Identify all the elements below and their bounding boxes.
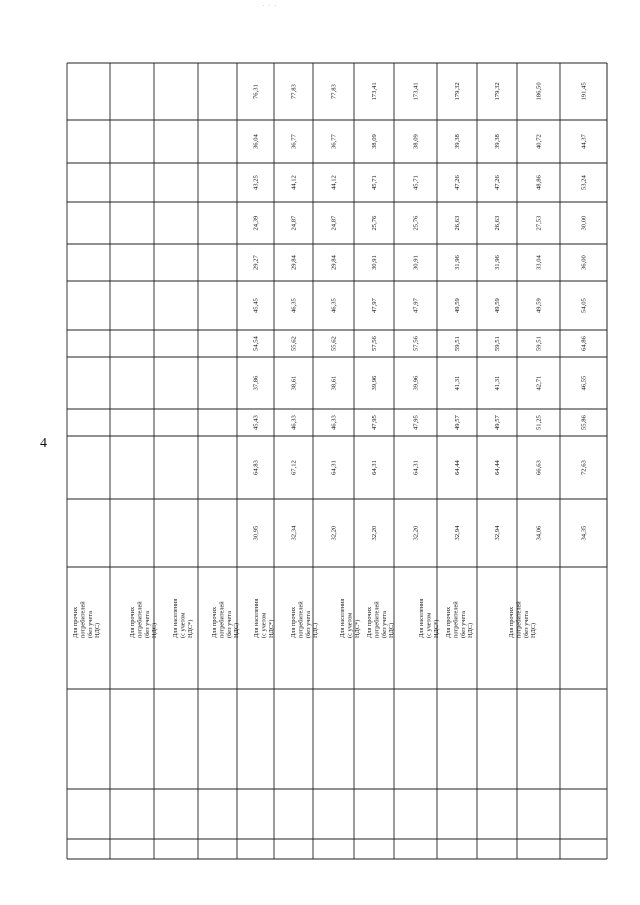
tariff-value: 38,09 bbox=[371, 134, 378, 149]
scan-marks: · · · bbox=[262, 2, 278, 10]
tariff-value: 46,35 bbox=[290, 298, 298, 313]
tariff-value: 42,71 bbox=[535, 375, 543, 391]
tariff-value: 32,34 bbox=[290, 525, 298, 541]
tariff-value: 30,91 bbox=[371, 255, 378, 270]
tariff-value: 45,71 bbox=[371, 175, 378, 190]
tariff-value: 45,43 bbox=[252, 415, 260, 430]
tariff-value: 37,86 bbox=[252, 375, 260, 391]
tariff-value: 64,44 bbox=[454, 460, 461, 475]
tariff-value: 54,05 bbox=[580, 298, 588, 313]
tariff-value: 31,96 bbox=[454, 255, 461, 270]
tariff-value: 38,09 bbox=[412, 134, 420, 149]
tariff-value: 32,20 bbox=[371, 525, 378, 541]
tariff-value: 77,83 bbox=[290, 84, 298, 99]
tariff-value: 49,59 bbox=[454, 298, 461, 313]
tariff-value: 29,84 bbox=[290, 255, 298, 270]
tariff-value: 49,59 bbox=[494, 298, 501, 313]
tariff-value: 76,31 bbox=[252, 84, 260, 99]
tariff-value: 64,83 bbox=[252, 460, 260, 475]
tariff-table-grid bbox=[67, 63, 607, 859]
tariff-value: 47,95 bbox=[412, 415, 420, 430]
tariff-table bbox=[67, 63, 607, 859]
tariff-value: 34,35 bbox=[580, 525, 588, 541]
tariff-value: 29,84 bbox=[330, 255, 338, 270]
consumer-category: Для прочихпотребителей(без учетаНДС) bbox=[445, 601, 475, 638]
tariff-value: 191,45 bbox=[580, 82, 588, 101]
consumer-category: Для населения(с учетомНДС*) bbox=[339, 598, 361, 638]
tariff-value: 24,87 bbox=[290, 215, 298, 231]
tariff-value: 33,04 bbox=[535, 255, 543, 270]
tariff-value: 38,61 bbox=[330, 375, 338, 391]
tariff-value: 179,32 bbox=[494, 82, 501, 101]
tariff-value: 47,97 bbox=[371, 298, 378, 313]
tariff-value: 64,31 bbox=[412, 460, 420, 475]
tariff-value: 36,77 bbox=[330, 134, 338, 149]
tariff-value: 46,33 bbox=[330, 415, 338, 430]
tariff-value: 49,57 bbox=[494, 415, 501, 430]
tariff-value: 77,83 bbox=[330, 84, 338, 99]
tariff-value: 173,41 bbox=[371, 82, 378, 101]
consumer-category: Для населения(с учетомНДС*) bbox=[418, 598, 440, 638]
tariff-value: 66,63 bbox=[535, 460, 543, 475]
consumer-category: Для населения(с учетомНДС*) bbox=[172, 598, 194, 638]
tariff-value: 51,25 bbox=[535, 415, 543, 430]
tariff-value: 46,35 bbox=[330, 298, 338, 313]
tariff-value: 44,12 bbox=[330, 175, 338, 190]
tariff-value: 36,77 bbox=[290, 134, 298, 149]
tariff-value: 41,31 bbox=[454, 375, 461, 391]
tariff-value: 55,62 bbox=[330, 336, 338, 351]
consumer-category: Для прочихпотребителей(без учетаНДС) bbox=[211, 601, 241, 638]
tariff-value: 45,45 bbox=[252, 298, 260, 313]
tariff-value: 64,31 bbox=[371, 460, 378, 475]
tariff-value: 39,96 bbox=[371, 375, 378, 391]
tariff-value: 24,39 bbox=[252, 215, 260, 231]
consumer-category: Для прочихпотребителей(без учетаНДС) bbox=[508, 601, 538, 638]
tariff-value: 27,53 bbox=[535, 215, 543, 231]
tariff-value: 29,27 bbox=[252, 255, 260, 270]
tariff-value: 179,32 bbox=[454, 82, 461, 101]
tariff-value: 54,54 bbox=[252, 336, 260, 351]
tariff-value: 186,50 bbox=[535, 82, 543, 101]
tariff-value: 53,24 bbox=[580, 175, 588, 190]
tariff-value: 39,96 bbox=[412, 375, 420, 391]
tariff-value: 41,31 bbox=[494, 375, 501, 391]
tariff-value: 59,51 bbox=[454, 336, 461, 351]
consumer-category: Для прочихпотребителей(без учетаНДС) bbox=[366, 601, 396, 638]
tariff-value: 32,20 bbox=[412, 525, 420, 541]
tariff-value: 46,33 bbox=[290, 415, 298, 430]
tariff-value: 36,04 bbox=[252, 134, 260, 149]
tariff-value: 25,76 bbox=[371, 215, 378, 231]
tariff-value: 48,86 bbox=[535, 175, 543, 190]
page-number: 4 bbox=[40, 436, 47, 451]
tariff-value: 64,86 bbox=[580, 336, 588, 351]
consumer-category: Для прочихпотребителей(без учетаНДС) bbox=[290, 601, 320, 638]
tariff-value: 30,91 bbox=[412, 255, 420, 270]
tariff-value: 47,95 bbox=[371, 415, 378, 430]
tariff-value: 59,51 bbox=[535, 336, 543, 351]
tariff-value: 47,97 bbox=[412, 298, 420, 313]
tariff-value: 67,12 bbox=[290, 460, 298, 475]
tariff-value: 173,41 bbox=[412, 82, 420, 101]
tariff-value: 43,25 bbox=[252, 175, 260, 190]
tariff-value: 47,26 bbox=[494, 175, 501, 190]
tariff-value: 46,55 bbox=[580, 375, 588, 391]
tariff-value: 36,00 bbox=[580, 255, 588, 270]
tariff-value: 32,20 bbox=[330, 525, 338, 541]
tariff-value: 72,63 bbox=[580, 460, 588, 475]
tariff-value: 39,38 bbox=[454, 134, 461, 149]
tariff-value: 59,51 bbox=[494, 336, 501, 351]
tariff-value: 49,59 bbox=[535, 298, 543, 313]
tariff-value: 49,57 bbox=[454, 415, 461, 430]
tariff-value: 39,38 bbox=[494, 134, 501, 149]
consumer-category: Для прочихпотребителей(без учетаНДС) bbox=[129, 601, 159, 638]
tariff-value: 30,00 bbox=[580, 215, 588, 231]
consumer-category: Для населения(с учетомНДС*) bbox=[253, 598, 275, 638]
tariff-value: 57,56 bbox=[412, 336, 420, 351]
tariff-value: 40,72 bbox=[535, 134, 543, 149]
tariff-value: 26,63 bbox=[494, 215, 501, 231]
tariff-value: 55,62 bbox=[290, 336, 298, 351]
tariff-value: 55,86 bbox=[580, 415, 588, 430]
tariff-value: 32,94 bbox=[494, 525, 501, 541]
tariff-value: 47,26 bbox=[454, 175, 461, 190]
tariff-value: 25,76 bbox=[412, 215, 420, 231]
tariff-value: 34,06 bbox=[535, 525, 543, 541]
tariff-value: 64,44 bbox=[494, 460, 501, 475]
tariff-value: 44,12 bbox=[290, 175, 298, 190]
tariff-value: 64,31 bbox=[330, 460, 338, 475]
tariff-value: 24,87 bbox=[330, 215, 338, 231]
tariff-value: 38,61 bbox=[290, 375, 298, 391]
tariff-value: 30,95 bbox=[252, 525, 260, 541]
consumer-category: Для прочихпотребителей(без учетаНДС) bbox=[72, 601, 102, 638]
tariff-value: 32,94 bbox=[454, 525, 461, 541]
tariff-value: 44,37 bbox=[580, 134, 588, 149]
tariff-value: 26,63 bbox=[454, 215, 461, 231]
tariff-value: 45,71 bbox=[412, 175, 420, 190]
tariff-value: 57,56 bbox=[371, 336, 378, 351]
tariff-value: 31,96 bbox=[494, 255, 501, 270]
